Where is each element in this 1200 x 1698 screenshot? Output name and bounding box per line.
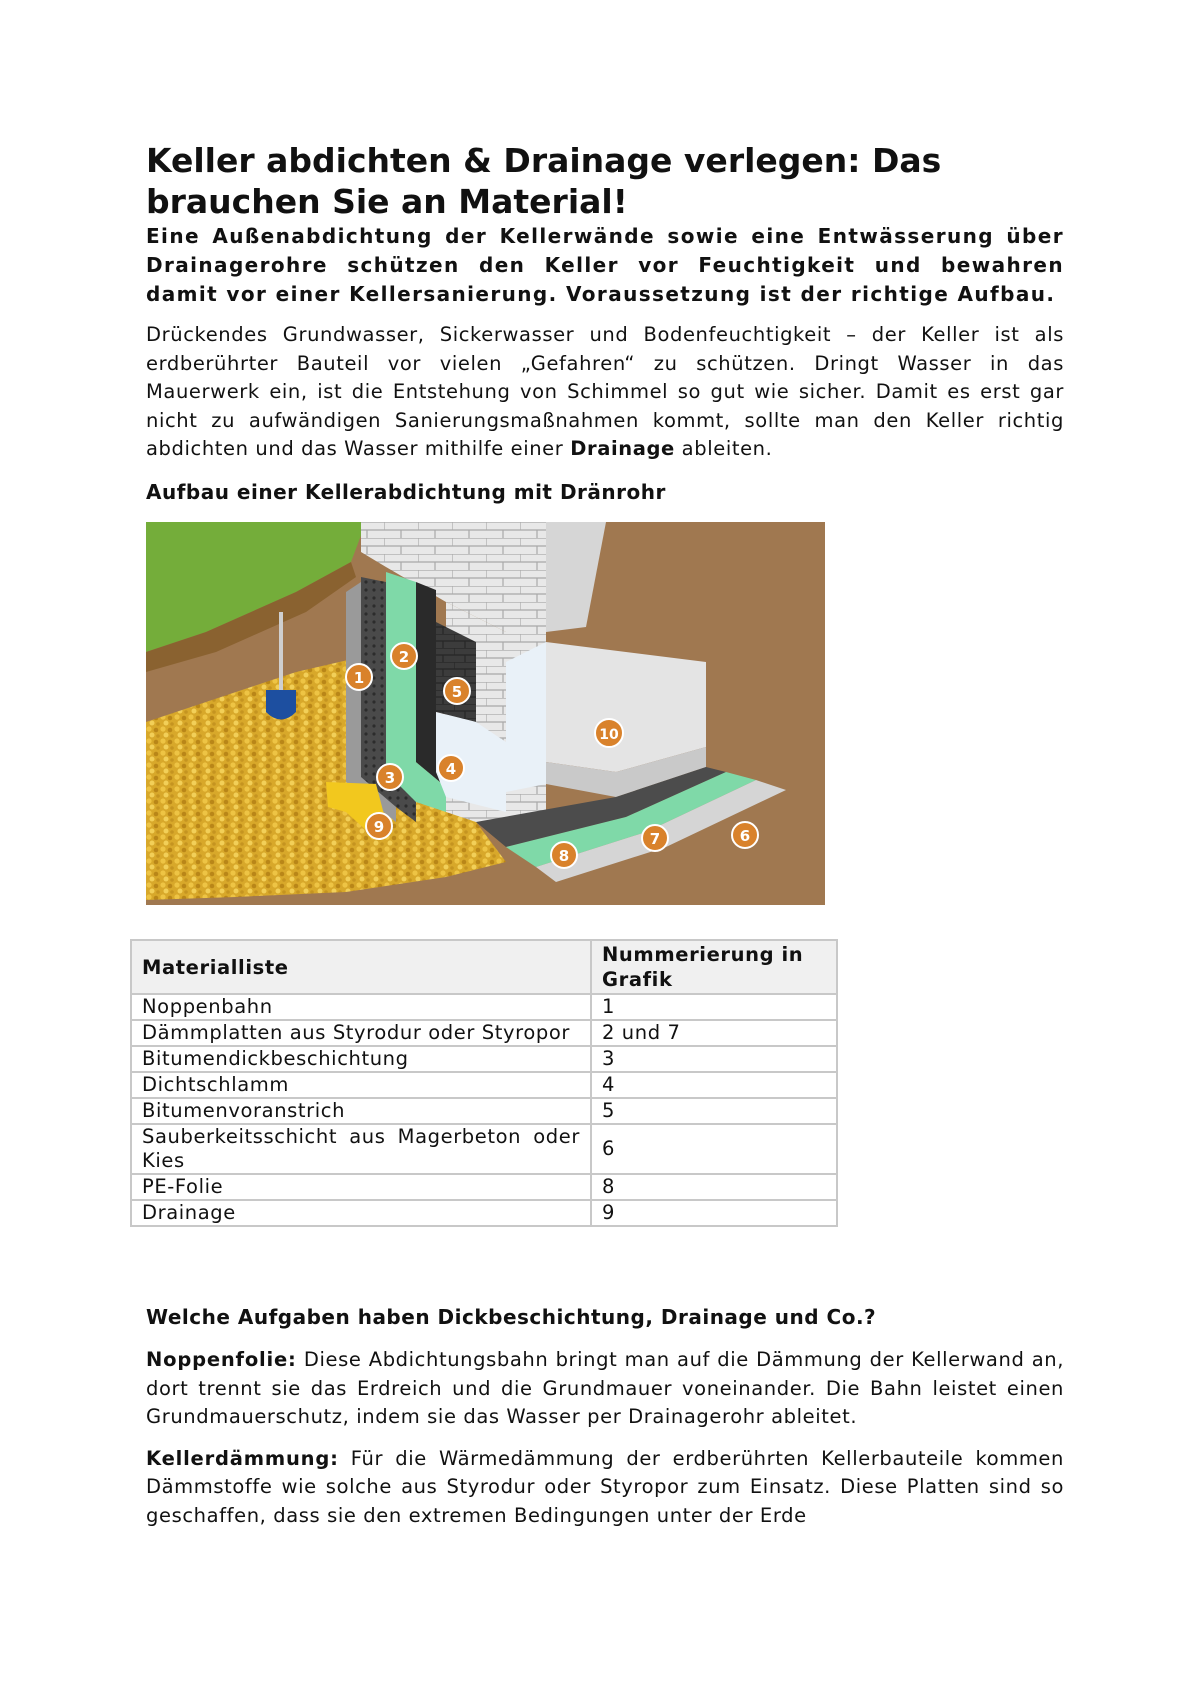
section-heading: Welche Aufgaben haben Dickbeschichtung, Drainage und Co.? [146,1305,877,1329]
table-header-material: Materialliste [131,940,591,994]
badge-6 [732,822,758,848]
badge-6-label: 6 [739,826,751,845]
table-row [131,994,837,1020]
table-cell-material: Dämmplatten aus Styrodur oder Styropor [131,1020,591,1046]
table-header-row [131,940,837,994]
badge-7 [642,825,668,851]
paragraph-noppenfolie [146,1346,1064,1432]
term-noppenfolie: Noppenfolie: [146,1348,297,1371]
intro-text-before: Drückendes Grundwasser, Sickerwasser und Bodenfeuchtigkeit – der Keller ist als erdberührter Bauteil vor vielen „Gefahren“ zu schützen. Dringt Wasser in das Mauerwerk ein, ist die Entstehung von Schimmel so gut wie sicher. Damit es erst gar nicht zu aufwändigen Sanierungsmaßnahmen kommt, sollte man den Keller richtig abdichten und das Wasser mithilfe einer [146,323,1064,460]
table-row [131,1200,837,1226]
basement-waterproofing-illustration [146,522,825,905]
table-row [131,1124,837,1174]
table-cell-material: Bitumendickbeschichtung [131,1046,591,1072]
table-cell-material: PE-Folie [131,1174,591,1200]
term-kellerdaemmung: Kellerdämmung: [146,1446,339,1470]
badge-2-label: 2 [398,647,410,666]
table-cell-material: Sauberkeitsschicht aus Magerbeton oder Kies [131,1124,591,1174]
badge-5-label: 5 [451,682,463,701]
table-cell-material: Drainage [131,1200,591,1226]
badge-10-label: 10 [599,726,619,743]
spade-blade-icon [266,690,296,720]
badge-3-label: 3 [384,768,396,787]
table-cell-number: 8 [591,1174,837,1200]
document-page [146,140,1064,905]
badge-5 [444,678,470,704]
badge-7-label: 7 [649,829,661,848]
table-cell-number: 9 [591,1200,837,1226]
table-cell-number: 3 [591,1046,837,1072]
figure-heading: Aufbau einer Kellerabdichtung mit Dränrohr [146,479,666,504]
intro-text-after: ableiten. [674,437,773,460]
table-row [131,1174,837,1200]
table-cell-material: Bitumenvoranstrich [131,1098,591,1124]
badge-2 [391,643,417,669]
table-cell-number: 6 [591,1124,837,1174]
table-header-numbering: Nummerierung in Grafik [591,940,837,994]
badge-10 [595,719,623,747]
paragraph-kellerdaemmung [146,1445,1064,1531]
floor-sealing-strip [506,642,546,792]
table-row [131,1072,837,1098]
badge-9 [366,813,392,839]
badge-4-label: 4 [445,759,457,778]
intro-paragraph [146,321,1064,464]
table-row [131,1046,837,1072]
badge-1-label: 1 [353,668,365,687]
material-table [130,939,838,1227]
intro-bold-term: Drainage [570,437,675,460]
table-row [131,1020,837,1046]
text-kellerdaemmung: Für die Wärmedämmung der erdberührten Kellerbauteile kommen Dämmstoffe wie solche aus Styrodur oder Styropor zum Einsatz. Diese Platten sind so geschaffen, dass sie den extremen Bedingungen unter der Erde [146,1446,1064,1527]
table-row [131,1098,837,1124]
table-cell-number: 5 [591,1098,837,1124]
table-cell-number: 4 [591,1072,837,1098]
table-cell-material: Dichtschlamm [131,1072,591,1098]
text-noppenfolie: Diese Abdichtungsbahn bringt man auf die Dämmung der Kellerwand an, dort trennt sie das Erdreich und die Grundmauer voneinander. Die Bahn leistet einen Grundmauerschutz, indem sie das Wasser per Drainagerohr ableitet. [146,1348,1064,1428]
table-cell-number: 1 [591,994,837,1020]
table-cell-number: 2 und 7 [591,1020,837,1046]
table-cell-material: Noppenbahn [131,994,591,1020]
badge-4 [438,755,464,781]
floor-slab [546,642,706,772]
badge-8 [551,842,577,868]
badge-9-label: 9 [373,817,385,836]
lead-paragraph: Eine Außenabdichtung der Kellerwände sowie eine Entwässerung über Drainagerohre schützen den Keller vor Feuchtigkeit und bewahren damit vor einer Kellersanierung. Voraussetzung ist der richtige Aufbau. [146,224,1064,306]
section-tasks [146,1303,1064,1530]
badge-1 [346,664,372,690]
badge-8-label: 8 [558,846,570,865]
page-title: Keller abdichten & Drainage verlegen: Das brauchen Sie an Material! [146,141,942,221]
badge-3 [377,764,403,790]
